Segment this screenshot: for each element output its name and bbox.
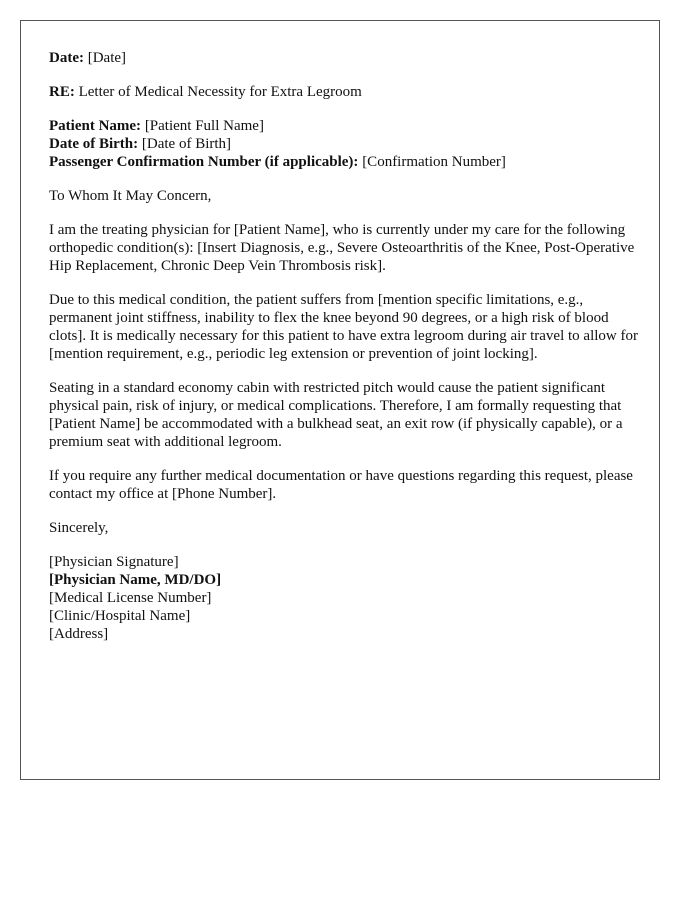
- paragraph-request: Seating in a standard economy cabin with restricted pitch would cause the patient significant physical pain, risk of injury, or medical complications. Therefore, I am formally requesting that [Patient Name] be accommodated with a bulkhead seat, an exit row (if physically capable), or a premium seat with additional legroom.: [49, 380, 623, 450]
- confirmation-line: [49, 153, 639, 171]
- dob-value: [Date of Birth]: [138, 136, 232, 152]
- medical-license: [Medical License Number]: [49, 590, 212, 606]
- patient-name-line: [49, 117, 639, 135]
- signature-block: [49, 553, 639, 643]
- physician-name: [Physician Name, MD/DO]: [49, 572, 222, 588]
- date-line: [49, 49, 639, 67]
- patient-name-value: [Patient Full Name]: [141, 118, 264, 134]
- dob-line: [49, 135, 639, 153]
- signature-line: [Physician Signature]: [49, 554, 179, 570]
- salutation: To Whom It May Concern,: [49, 188, 212, 204]
- letter-body: [49, 49, 639, 643]
- clinic-name: [Clinic/Hospital Name]: [49, 608, 191, 624]
- date-label: Date:: [49, 50, 84, 66]
- re-line: [49, 83, 639, 101]
- re-value: Letter of Medical Necessity for Extra Legroom: [74, 84, 362, 100]
- paragraph-limitations: Due to this medical condition, the patient suffers from [mention specific limitations, e.g., permanent joint stiffness, inability to flex the knee beyond 90 degrees, or a high risk of blood clots]. It is medically necessary for this patient to have extra legroom during air travel to allow for [mention requirement, e.g., periodic leg extension or prevention of joint locking].: [49, 292, 638, 362]
- confirmation-label: Passenger Confirmation Number (if applicable):: [49, 154, 359, 170]
- patient-info: [49, 117, 639, 171]
- paragraph-physician-intro: I am the treating physician for [Patient Name], who is currently under my care for the following orthopedic condition(s): [Insert Diagnosis, e.g., Severe Osteoarthritis of the Knee, Post-Operative Hip Replacement, Chronic Deep Vein Thrombosis risk].: [49, 222, 635, 274]
- closing: Sincerely,: [49, 520, 109, 536]
- address: [Address]: [49, 626, 109, 642]
- paragraph-contact: If you require any further medical documentation or have questions regarding this request, please contact my office at [Phone Number].: [49, 468, 633, 502]
- dob-label: Date of Birth:: [49, 136, 139, 152]
- re-label: RE:: [49, 84, 75, 100]
- confirmation-value: [Confirmation Number]: [358, 154, 506, 170]
- letter-page: [20, 20, 660, 780]
- date-value: [Date]: [83, 50, 127, 66]
- patient-name-label: Patient Name:: [49, 118, 142, 134]
